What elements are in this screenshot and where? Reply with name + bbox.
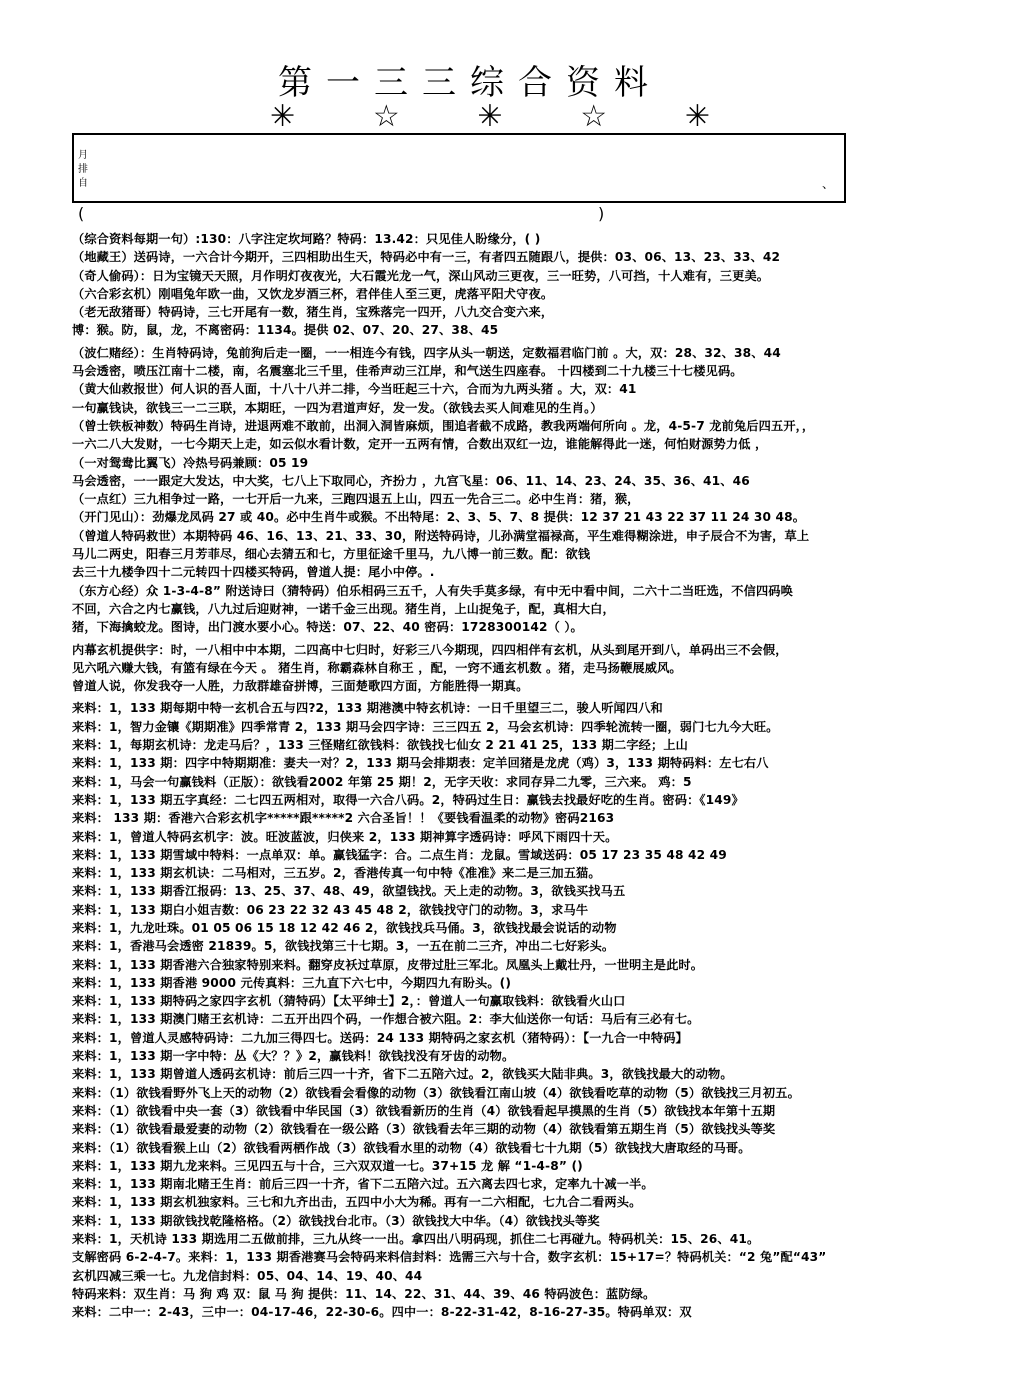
- text-line: 来料：1，九龙吐珠。01 05 06 15 18 12 42 46 2，欲钱找兵马俑。3，欲钱找最会说话的动物: [72, 920, 617, 935]
- text-line: 来料：1，天机诗 133 期选用二五做前排，三九从终一一出。拿四出八明码现，抓住二七再碰九。特码机关：15、26、41。: [72, 1232, 760, 1247]
- text-line: 来料：1，133 期玄机独家料。三七和九齐出击，五四中小大为稀。再有一二六相配，七九合二看两头。: [72, 1195, 642, 1210]
- text-line: 来料：（1）欲钱看猴上山（2）欲钱看两栖作战（3）欲钱看水里的动物（4）欲钱看七十九期（5）欲钱找大唐取经的马哥。: [72, 1140, 751, 1155]
- header-frame: [72, 133, 846, 203]
- text-line: 马儿二两史，阳春三月芳菲尽，细心去猜五和七，方里征途千里马，九八博一前三数。配：欲钱: [72, 547, 591, 562]
- text-line: （奇人偷码）：日为宝镜天天照，月作明灯夜夜光，大石霞光龙一气，深山风动三更夜，三一旺势，八可挡，十人难有，三更美。: [72, 268, 770, 283]
- text-line: 来料：1，曾道人灵感特码诗：二九加三得四七。送码：24 133 期特码之家玄机（猪特码）：【一九合一中特码】: [72, 1030, 688, 1045]
- text-line: 来料：1，133 期五字真经：二七四五两相对，取得一六合八码。2，特码过生日：赢钱去找最好吃的生肖。密码：《149》: [72, 792, 744, 807]
- close-paren: ): [598, 204, 605, 223]
- text-line: 来料：1，133 期雪域中特料：一点单双：单。赢钱猛字：合。二点生肖：龙鼠。雪域送码：05 17 23 35 48 42 49: [72, 847, 727, 862]
- text-line: 来料：1，133 期玄机诀：二马相对，三五岁。2，香港传真一句中特《准准》来二是三加五猫。: [72, 866, 601, 881]
- content-lines: [72, 230, 972, 1322]
- asterisk-icon: ✳: [270, 99, 296, 134]
- text-line: 去三十九楼争四十二元转四十四楼买特码，曾道人提：尾小中停。.: [72, 565, 435, 580]
- text-line: （东方心经）众 1-3-4-8” 附送诗曰（猜特码）伯乐相码三五千，人有失手莫多绿，有中无中看中间，二六十二当旺选，不信四码唤: [72, 583, 793, 598]
- frame-right-mark: 、: [821, 177, 834, 191]
- asterisk-icon: ✳: [684, 99, 710, 134]
- text-line: 支解密码 6-2-4-7。来料：1，133 期香港赛马会特码来料信封料：选需三六与十合，数字玄机：15+17=？特码机关：“2 兔”配“43”: [72, 1250, 827, 1265]
- text-line: 一句赢钱诀，欲钱三一二三联，本期旺，一四为君道声好，发一发。（欲钱去买人间难见的生肖。）: [72, 400, 603, 415]
- text-line: 来料：1，133 期香港六合独家特别来料。翻穿皮袄过草原，皮带过肚三军北。凤凰头上戴壮丹，一世明主是此时。: [72, 957, 704, 972]
- open-paren: (: [78, 204, 85, 223]
- text-line: 来料：1，133 期特码之家四字玄机（猜特码）【太平绅士】2，：曾道人一句赢取钱料：欲钱看火山口: [72, 994, 626, 1009]
- text-line: 不回，六合之内七赢钱，八九过后迎财神，一诺千金三出现。猪生肖，上山捉兔子，配，真相大白，: [72, 601, 615, 616]
- text-line: （黄大仙救报世）何人识的吾人面，十八十八并二排，今当旺起三十六，合而为九两头猪 。大，双：41: [72, 382, 637, 397]
- text-line: 来料：1，133 期香江报码：13、25、37、48、49，欲望钱找。天上走的动物。3，欲钱买找马五: [72, 884, 626, 899]
- star-icon: ☆: [372, 99, 400, 134]
- text-line: 来料：1，香港马会透密 21839。5，欲钱找第三十七期。3，一五在前二三齐，冲出二七好彩头。: [72, 939, 615, 954]
- text-line: 来料：1，133 期：四字中特期期准：妻夫一对？2，133 期马会排期表：定羊回猪是龙虎（鸡）3，133 期特码料：左七右八: [72, 756, 769, 771]
- text-line: 见六吼六赚大钱，有篮有绿在今天 。 猪生肖，称霸森林自称王 ，配，一窍不通玄机数 。猪，走马扬鞭展威风。: [72, 660, 682, 675]
- frame-left-text: 月 排 自: [78, 150, 88, 189]
- text-line: 来料：二中一：2-43，三中一：04-17-46，22-30-6。四中一：8-22-31-42，8-16-27-35。特码单双：双: [72, 1305, 692, 1320]
- text-line: （六合彩玄机）刚唱兔年欧一曲，又饮龙岁酒三杯，君伴佳人至三更，虎落平阳犬守夜。: [72, 286, 554, 301]
- text-line: 曾道人说，你发我夺一人胜，力敌群雄奋拼博，三面楚歌四方面，方能胜得一期真。: [72, 679, 529, 694]
- text-line: 内幕玄机提供字：时，一八相中中本期，二四高中七归时，好彩三八今期现，四四相伴有玄机，从头到尾开到八，单码出三不会假，: [72, 642, 788, 657]
- text-line: （综合资料每期一句）:130：八字注定坎坷路？特码：13.42：只见佳人盼缘分，( ): [72, 232, 541, 246]
- text-line: （曾道人特码救世）本期特码 46、16、13、21、33、30，附送特码诗，儿孙满堂福禄高，平生难得糊涂进，申子辰合不为害，草上: [72, 528, 810, 543]
- text-line: 来料：（1）欲钱看中央一套（3）欲钱看中华民国（3）欲钱看新历的生肖（4）欲钱看起早摸黑的生肖（5）欲钱找本年第十五期: [72, 1103, 776, 1118]
- text-line: 来料：1，马会一句赢钱料（正版）：欲钱看2002 年第 25 期！2，无字天收：求同存异二九零，三六来。 鸡：5: [72, 774, 692, 789]
- asterisk-icon: ✳: [477, 99, 503, 134]
- text-line: 博：猴。防，鼠，龙，不离密码：1134。提供 02、07、20、27、38、45: [72, 323, 499, 338]
- text-line: 玄机四减三乘一七。九龙信封料：05、04、14、19、40、44: [72, 1268, 423, 1283]
- star-divider: [270, 100, 710, 134]
- text-line: 来料：1，133 期九龙来料。三见四五与十合，三六双双道一七。37+15 龙 解 “1-4-8” (): [72, 1158, 583, 1173]
- text-line: （一对鸳鸯比翼飞）冷热号码兼顾：05 19: [72, 455, 309, 470]
- text-line: 来料：1，智力金镶《期期准》四季常青 2，133 期马会四字诗：三三四五 2，马会玄机诗：四季轮流转一圈，弱门七九今大旺。: [72, 719, 779, 734]
- text-line: 来料：1，133 期白小姐吉数：06 23 22 32 43 45 48 2，欲钱找守门的动物。3，求马牛: [72, 902, 589, 917]
- text-line: （波仁赌经）：生肖特码诗，兔前狗后走一圈，一一相连今有钱，四字从头一朝送，定数福君临门前 。大，双：28、32、38、44: [72, 345, 781, 360]
- text-line: 来料：1，曾道人特码玄机字：波。旺波蓝波，归侠来 2，133 期神算字透码诗：呼风下雨四十天。: [72, 829, 618, 844]
- text-line: 来料：1，133 期曾道人透码玄机诗：前后三四一十齐，省下二五陪六过。2，欲钱买大陆非典。3，欲钱找最大的动物。: [72, 1067, 733, 1082]
- text-line: 一六二八大发财，一七今期天上走，如云似水看计数，定开一五两有情，合数出双红一边，谁能解得此一迷，何怕财源势力低 ，: [72, 437, 768, 452]
- text-line: 来料： 133 期：香港六合彩玄机字*****跟*****2 六合圣旨！！《要钱看温柔的动物》密码2163: [72, 811, 615, 826]
- text-line: 来料：1，133 期香港 9000 元传真料：三九直下六七中，今期四九有盼头。(): [72, 975, 512, 990]
- text-line: 来料：1，每期玄机诗：龙走马后？，133 三怪赌红欲钱料：欲钱找七仙女 2 21 41 25，133 期二字经；上山: [72, 738, 689, 753]
- text-line: （曾士铁板神数）特码生肖诗，进退两难不敢前，出洞入洞皆麻烦，围追者截不成路，教我两端何所向 。龙，4-5-7 龙前兔后四五开，，: [72, 418, 815, 433]
- text-line: 来料：（1）欲钱看最爱妻的动物（2）欲钱看在一级公路（3）欲钱看去年三期的动物（4）欲钱看第五期生肖（5）欲钱找头等奖: [72, 1122, 776, 1137]
- text-line: 来料：1，133 期每期中特一玄机合五与四?2，133 期港澳中特玄机诗：一日千里望三二，骏人听闻四八和: [72, 701, 663, 716]
- text-line: 特码来料：双生肖：马 狗 鸡 双：鼠 马 狗 提供：11、14、22、31、44、39、46 特码波色：蓝防绿。: [72, 1286, 656, 1301]
- text-line: 马会透密，一一跟定大发达，中大奖，七八上下取同心，齐扮力 ，九宫飞星：06、11、14、23、24、35、36、41、46: [72, 473, 750, 488]
- text-line: 来料：1，133 期一字中特：丛《大？？》2，赢钱料！欲钱找没有牙齿的动物。: [72, 1049, 515, 1064]
- text-line: 来料：1，133 期澳门赌王玄机诗：二五开出四个码，一作想合被六阻。2：李大仙送你一句话：马后有三必有七。: [72, 1012, 700, 1027]
- text-line: 猪，下海擒蛟龙。图诗，出门渡水要小心。特送：07、22、40 密码：1728300142（ ）。: [72, 620, 583, 635]
- text-line: （老无敌猪哥）特码诗，三七开尾有一数，猪生肖，宝殊落完一四开，八九交合变六来，: [72, 305, 554, 320]
- star-icon: ☆: [580, 99, 608, 134]
- text-line: 来料：1，133 期南北赌王生肖：前后三四一十齐，省下二五陪六过。五六离去四七求，定率九十减一半。: [72, 1177, 654, 1192]
- text-line: （地藏王）送码诗，一六合计今期开，三四相助出生天，特码必中有一三，有者四五随跟八，提供：03、06、13、23、33、42: [72, 250, 781, 265]
- page-title: 第一三三综合资料: [278, 63, 662, 103]
- text-line: 来料：（1）欲钱看野外飞上天的动物（2）欲钱看会看像的动物（3）欲钱看江南山坡（4）欲钱看吃草的动物（5）欲钱找三月初五。: [72, 1085, 800, 1100]
- text-line: （开门见山）：劲爆龙凤码 27 或 40。必中生肖牛或猴。不出特尾：2、3、5、7、8 提供：12 37 21 43 22 37 11 24 30 48。: [72, 510, 806, 525]
- text-line: （一点红）三九相争过一路，一七开后一九来，三跑四退五上山，四五一先合三二。必中生肖：猪，猴，: [72, 492, 640, 507]
- text-line: 马会透密，喷压江南十二楼，南，名震塞北三千里，佳希声动三江岸，和气送生四座春。 十四楼到二十九楼三十七楼见码。: [72, 364, 743, 379]
- text-line: 来料：1，133 期欲钱找乾隆格格。（2）欲钱找台北市。（3）欲钱找大中华。（4）欲钱找头等奖: [72, 1213, 600, 1228]
